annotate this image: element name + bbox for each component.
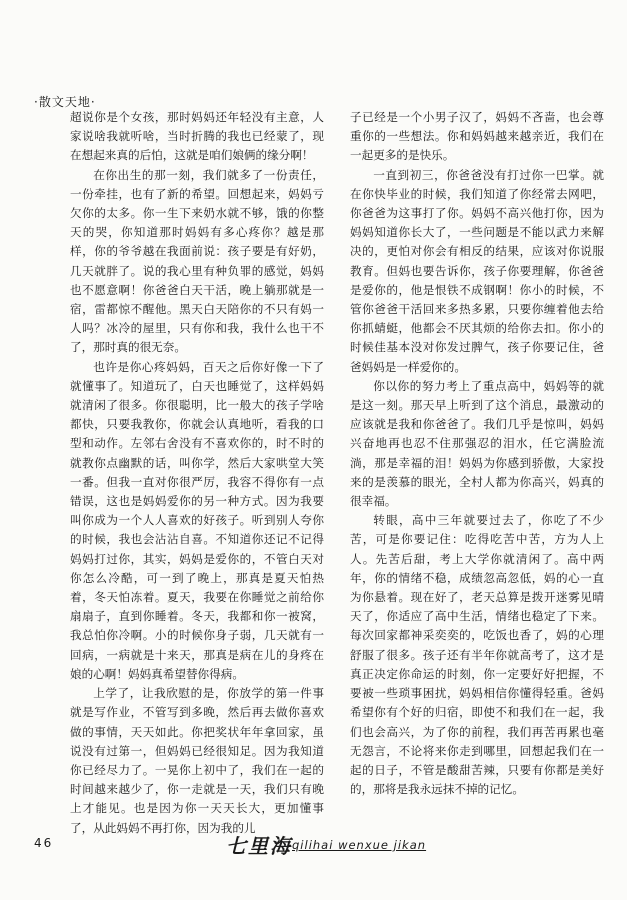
right-column — [350, 108, 604, 820]
paragraph: 上学了，让我欣慰的是，你放学的第一件事就是写作业，不管写到多晚，然后再去做你喜欢做的事情，天天如此。你把奖状年年拿回家，虽说没有过第一，但妈妈已经很知足。因为我知道你已经尽力了。一晃你上初中了，我们在一起的时间越来越少了，你一走就是一天，我们只有晚上才能见。也是因为你一天天长大，更加懂事了，从此妈妈不再打你，因为我的儿 — [70, 686, 324, 835]
paragraph: 你以你的努力考上了重点高中，妈妈等的就是这一刻。那天早上听到了这个消息，最激动的应该就是我和你爸爸了。我们几乎是惊叫，妈妈兴奋地再也忍不住那强忍的泪水，任它满脸流淌，那是幸福的泪！妈妈为你感到骄傲，大家投来的是羡慕的眼光，全村人都为你高兴，妈真的很幸福。 — [350, 378, 604, 509]
left-column — [70, 108, 324, 835]
magazine-name-roman: qilihai wenxue jikan — [292, 838, 427, 852]
paragraph: 一直到初三，你爸爸没有打过你一巴掌。就在你快毕业的时候，我们知道了你经常去网吧，你爸爸为这事打了你。妈妈不高兴他打你，因为妈妈知道你长大了，一些问题是不能以武力来解决的，更怕对你会有相反的结果，应该对你说服教育。但妈也要告诉你，孩子你要理解，你爸爸是爱你的，他是恨铁不成钢啊！你小的时候，不管你爸爸干活回来多热多累，只要你缠着他去给你抓蜻蜓，他都会不厌其烦的给你去扣。你小的时候佳基本没对你发过脾气，孩子你要记住，爸爸妈妈是一样爱你的。 — [350, 167, 604, 374]
paragraph: 超说你是个女孩，那时妈妈还年轻没有主意，人家说啥我就听啥，当时折腾的我也已经蒙了，现在想起来真的后怕，这就是咱们娘俩的缘分啊！ — [70, 110, 324, 163]
page-number: 46 — [34, 836, 54, 850]
magazine-logo: 七里海 — [226, 834, 292, 858]
paragraph: 也许是你心疼妈妈，百天之后你好像一下了就懂事了。知道玩了，白天也睡觉了，这样妈妈就清闲了很多。你很聪明，比一般大的孩子学啥都快，只要我教你，你就会认真地听，看我的口型和动作。左邻右舍没有不喜欢你的，时不时的就教你点幽默的话，叫你学，然后大家哄堂大笑一番。但我一直对你很严厉，我容不得你有一点错误，这也是妈妈爱你的另一种方式。因为我要叫你成为一个人人喜欢的好孩子。听到别人夸你的时候，我也会沾沾自喜。不知道你还记不记得妈妈打过你，其实，妈妈是爱你的，不管白天对你怎么冷酷，可一到了晚上，那真是夏天怕热着，冬天怕冻着。夏天，我要在你睡觉之前给你扇扇子，直到你睡着。冬天，我都和你一被窝，我总怕你冷啊。小的时候你身子弱，几天就有一回病，一病就是十来天，那真是病在儿的身疼在娘的心啊！妈妈真希望替你得病。 — [70, 359, 324, 681]
paragraph: 在你出生的那一刻，我们就多了一份责任，一份牵挂，也有了新的希望。回想起来，妈妈亏欠你的太多。你一生下来奶水就不够，饿的你整天的哭，你知道那时妈妈有多心疼你？越是那样，你的爷爷越在我面前说：孩子要是有好奶，几天就胖了。说的我心里有种负罪的感觉，妈妈也不愿意啊！你爸爸白天干活，晚上躺那就是一宿，雷都惊不醒他。黑天白天陪你的不只有妈一人吗？冰冷的屋里，只有你和我，我什么也干不了，那时真的很无奈。 — [70, 167, 324, 355]
page-footer — [34, 830, 594, 860]
paragraph: 转眼，高中三年就要过去了，你吃了不少苦，可是你要记住：吃得吃苦中苦，方为人上人。先苦后甜，考上大学你就清闲了。高中两年，你的情绪不稳，成绩忽高忽低，妈的心一直为你悬着。现在好了，老天总算是拨开迷雾见晴天了，你适应了高中生活，情绪也稳定了下来。每次回家都神采奕奕的，吃饭也香了，妈的心理舒服了很多。孩子还有半年你就高考了，这才是真正决定你命运的时刻，你一定要好好把握，不要被一些琐事困扰，妈妈相信你懂得轻重。爸妈希望你有个好的归宿，即使不和我们在一起，我们也会高兴，为了你的前程，我们再苦再累也毫无怨言，不论将来你走到哪里，回想起我们在一起的日子，不管是酸甜苦辣，只要有你都是美好的，那将是我永远抹不掉的记忆。 — [350, 513, 604, 797]
paragraph: 子已经是一个小男子汉了，妈妈不吝啬，也会尊重你的一些想法。你和妈妈越来越亲近，我们在一起更多的是快乐。 — [350, 110, 604, 163]
article-body — [70, 108, 605, 835]
section-tag: ·散文天地· — [34, 95, 96, 109]
